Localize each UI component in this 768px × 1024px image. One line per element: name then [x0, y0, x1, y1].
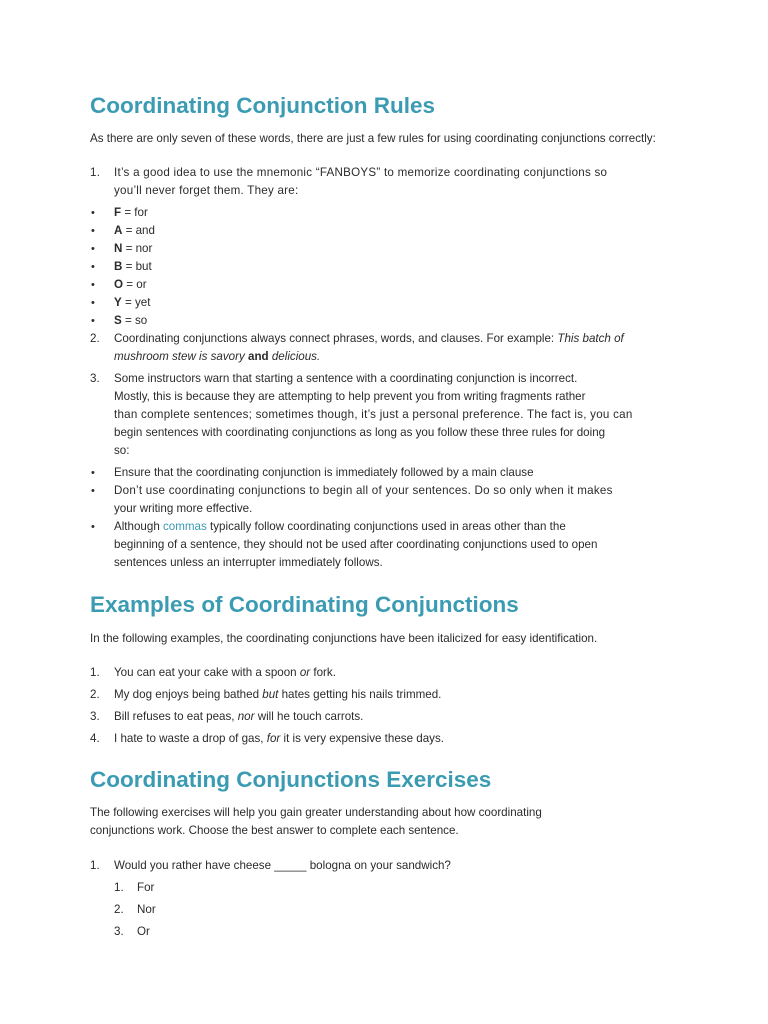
- examples-heading: Examples of Coordinating Conjunctions: [90, 592, 519, 617]
- bullet: •: [91, 467, 95, 479]
- rules-heading: Coordinating Conjunction Rules: [90, 93, 435, 118]
- exercises-intro: [90, 804, 680, 840]
- example-text: My dog enjoys being bathed: [114, 688, 263, 701]
- list-number: 3.: [90, 372, 100, 385]
- bullet: •: [91, 243, 95, 255]
- example-conjunction: or: [299, 666, 311, 679]
- fanboys-letter: N: [114, 242, 123, 255]
- fanboys-word: = nor: [122, 242, 153, 255]
- rule-bullet-1: [90, 464, 680, 482]
- rule-3-line3: than complete sentences; sometimes though, it’s just a personal preference. The fact is, you can: [114, 408, 633, 421]
- rule-3-line4: begin sentences with coordinating conjunctions as long as you follow these three rules for doing: [114, 426, 606, 439]
- bullet: •: [91, 261, 95, 273]
- fanboys-word: = for: [121, 206, 148, 219]
- example-conjunction: but: [262, 688, 279, 701]
- fanboys-letter: A: [114, 224, 123, 237]
- example-item: [90, 686, 680, 704]
- rule-item-2: [90, 330, 680, 366]
- fanboys-item: [90, 258, 680, 276]
- rule-bullet-3-start: Although: [114, 520, 163, 533]
- example-text: will he touch carrots.: [254, 710, 364, 723]
- list-number: 1.: [90, 666, 100, 679]
- rule-bullet-2-line2: your writing more effective.: [114, 502, 253, 515]
- answer-option[interactable]: [90, 901, 680, 919]
- option-label: Nor: [137, 903, 156, 916]
- fanboys-letter: F: [114, 206, 122, 219]
- bullet: •: [91, 485, 95, 497]
- example-text: hates getting his nails trimmed.: [278, 688, 442, 701]
- option-label: Or: [137, 925, 150, 938]
- example-item: [90, 730, 680, 748]
- exercises-intro-line1: The following exercises will help you gain greater understanding about how coordinating: [90, 806, 542, 819]
- rule-bullet-1-text: Ensure that the coordinating conjunction is immediately followed by a main clause: [114, 466, 534, 479]
- bullet: •: [91, 315, 95, 327]
- example-text: it is very expensive these days.: [280, 732, 444, 745]
- rule-2-example-end: delicious.: [268, 350, 321, 363]
- fanboys-word: = and: [122, 224, 155, 237]
- list-number: 3.: [90, 710, 100, 723]
- fanboys-item: [90, 294, 680, 312]
- commas-link[interactable]: commas: [163, 520, 207, 533]
- rule-1-line1: It’s a good idea to use the mnemonic “FANBOYS” to memorize coordinating conjunctions so: [114, 166, 608, 179]
- fanboys-item: [90, 240, 680, 258]
- fanboys-item: [90, 222, 680, 240]
- rule-3-line1: Some instructors warn that starting a sentence with a coordinating conjunction is incorrect.: [114, 372, 578, 385]
- answer-option[interactable]: [90, 879, 680, 897]
- fanboys-letter: Y: [114, 296, 122, 309]
- fanboys-letter: O: [114, 278, 124, 291]
- list-number: 1.: [90, 166, 101, 179]
- rule-bullet-3: [90, 518, 680, 572]
- answer-option[interactable]: [90, 923, 680, 941]
- bullet: •: [91, 207, 95, 219]
- example-conjunction: nor: [237, 710, 255, 723]
- rule-2-text: Coordinating conjunctions always connect phrases, words, and clauses. For example:: [114, 332, 558, 345]
- bullet: •: [91, 521, 95, 533]
- exercises-heading: Coordinating Conjunctions Exercises: [90, 767, 492, 792]
- rule-item-3: [90, 370, 680, 460]
- rule-bullet-3-line3: sentences unless an interrupter immediately follows.: [114, 556, 383, 569]
- rules-intro: As there are only seven of these words, there are just a few rules for using coordinating conjunctions correctly:: [90, 132, 656, 145]
- bullet: •: [91, 297, 95, 309]
- example-item: [90, 708, 680, 726]
- fanboys-word: = but: [122, 260, 152, 273]
- fanboys-letter: S: [114, 314, 122, 327]
- option-number: 3.: [114, 925, 124, 938]
- fanboys-letter: B: [114, 260, 123, 273]
- exercise-question-text: Would you rather have cheese _____ bologna on your sandwich?: [114, 859, 451, 872]
- example-text: You can eat your cake with a spoon: [114, 666, 300, 679]
- rule-bullet-2: [90, 482, 680, 518]
- rule-1-line2: you’ll never forget them. They are:: [114, 184, 299, 197]
- rule-bullet-3-line2: beginning of a sentence, they should not be used after coordinating conjunctions used to open: [114, 538, 598, 551]
- rule-3-line5: so:: [114, 444, 130, 457]
- list-number: 2.: [90, 332, 100, 345]
- example-text: I hate to waste a drop of gas,: [114, 732, 267, 745]
- option-label: For: [137, 881, 155, 894]
- rule-bullet-3-line1-end: typically follow coordinating conjunctions used in areas other than the: [206, 520, 566, 533]
- example-conjunction: for: [266, 732, 281, 745]
- rule-2-example-conj: and: [248, 350, 269, 363]
- fanboys-item: [90, 204, 680, 222]
- option-number: 2.: [114, 903, 124, 916]
- list-number: 2.: [90, 688, 100, 701]
- rule-2-example-start: This batch of mushroom stew is savory: [114, 332, 624, 363]
- list-number: 1.: [90, 859, 100, 872]
- fanboys-item: [90, 312, 680, 330]
- example-text: Bill refuses to eat peas,: [114, 710, 238, 723]
- rule-3-line2: Mostly, this is because they are attempting to help prevent you from writing fragments rather: [114, 390, 586, 403]
- example-text: fork.: [310, 666, 336, 679]
- rule-item-1: [90, 164, 680, 200]
- bullet: •: [91, 279, 95, 291]
- exercises-intro-line2: conjunctions work. Choose the best answer to complete each sentence.: [90, 824, 459, 837]
- example-item: [90, 664, 680, 682]
- list-number: 4.: [90, 732, 100, 745]
- option-number: 1.: [114, 881, 124, 894]
- document-page: [90, 92, 680, 941]
- exercise-question-1: [90, 857, 680, 875]
- fanboys-word: = yet: [121, 296, 151, 309]
- fanboys-word: = so: [121, 314, 148, 327]
- examples-intro: In the following examples, the coordinating conjunctions have been italicized for easy identification.: [90, 632, 598, 645]
- bullet: •: [91, 225, 95, 237]
- fanboys-word: = or: [123, 278, 147, 291]
- fanboys-item: [90, 276, 680, 294]
- rule-bullet-2-line1: Don’t use coordinating conjunctions to begin all of your sentences. Do so only when it makes: [114, 484, 613, 497]
